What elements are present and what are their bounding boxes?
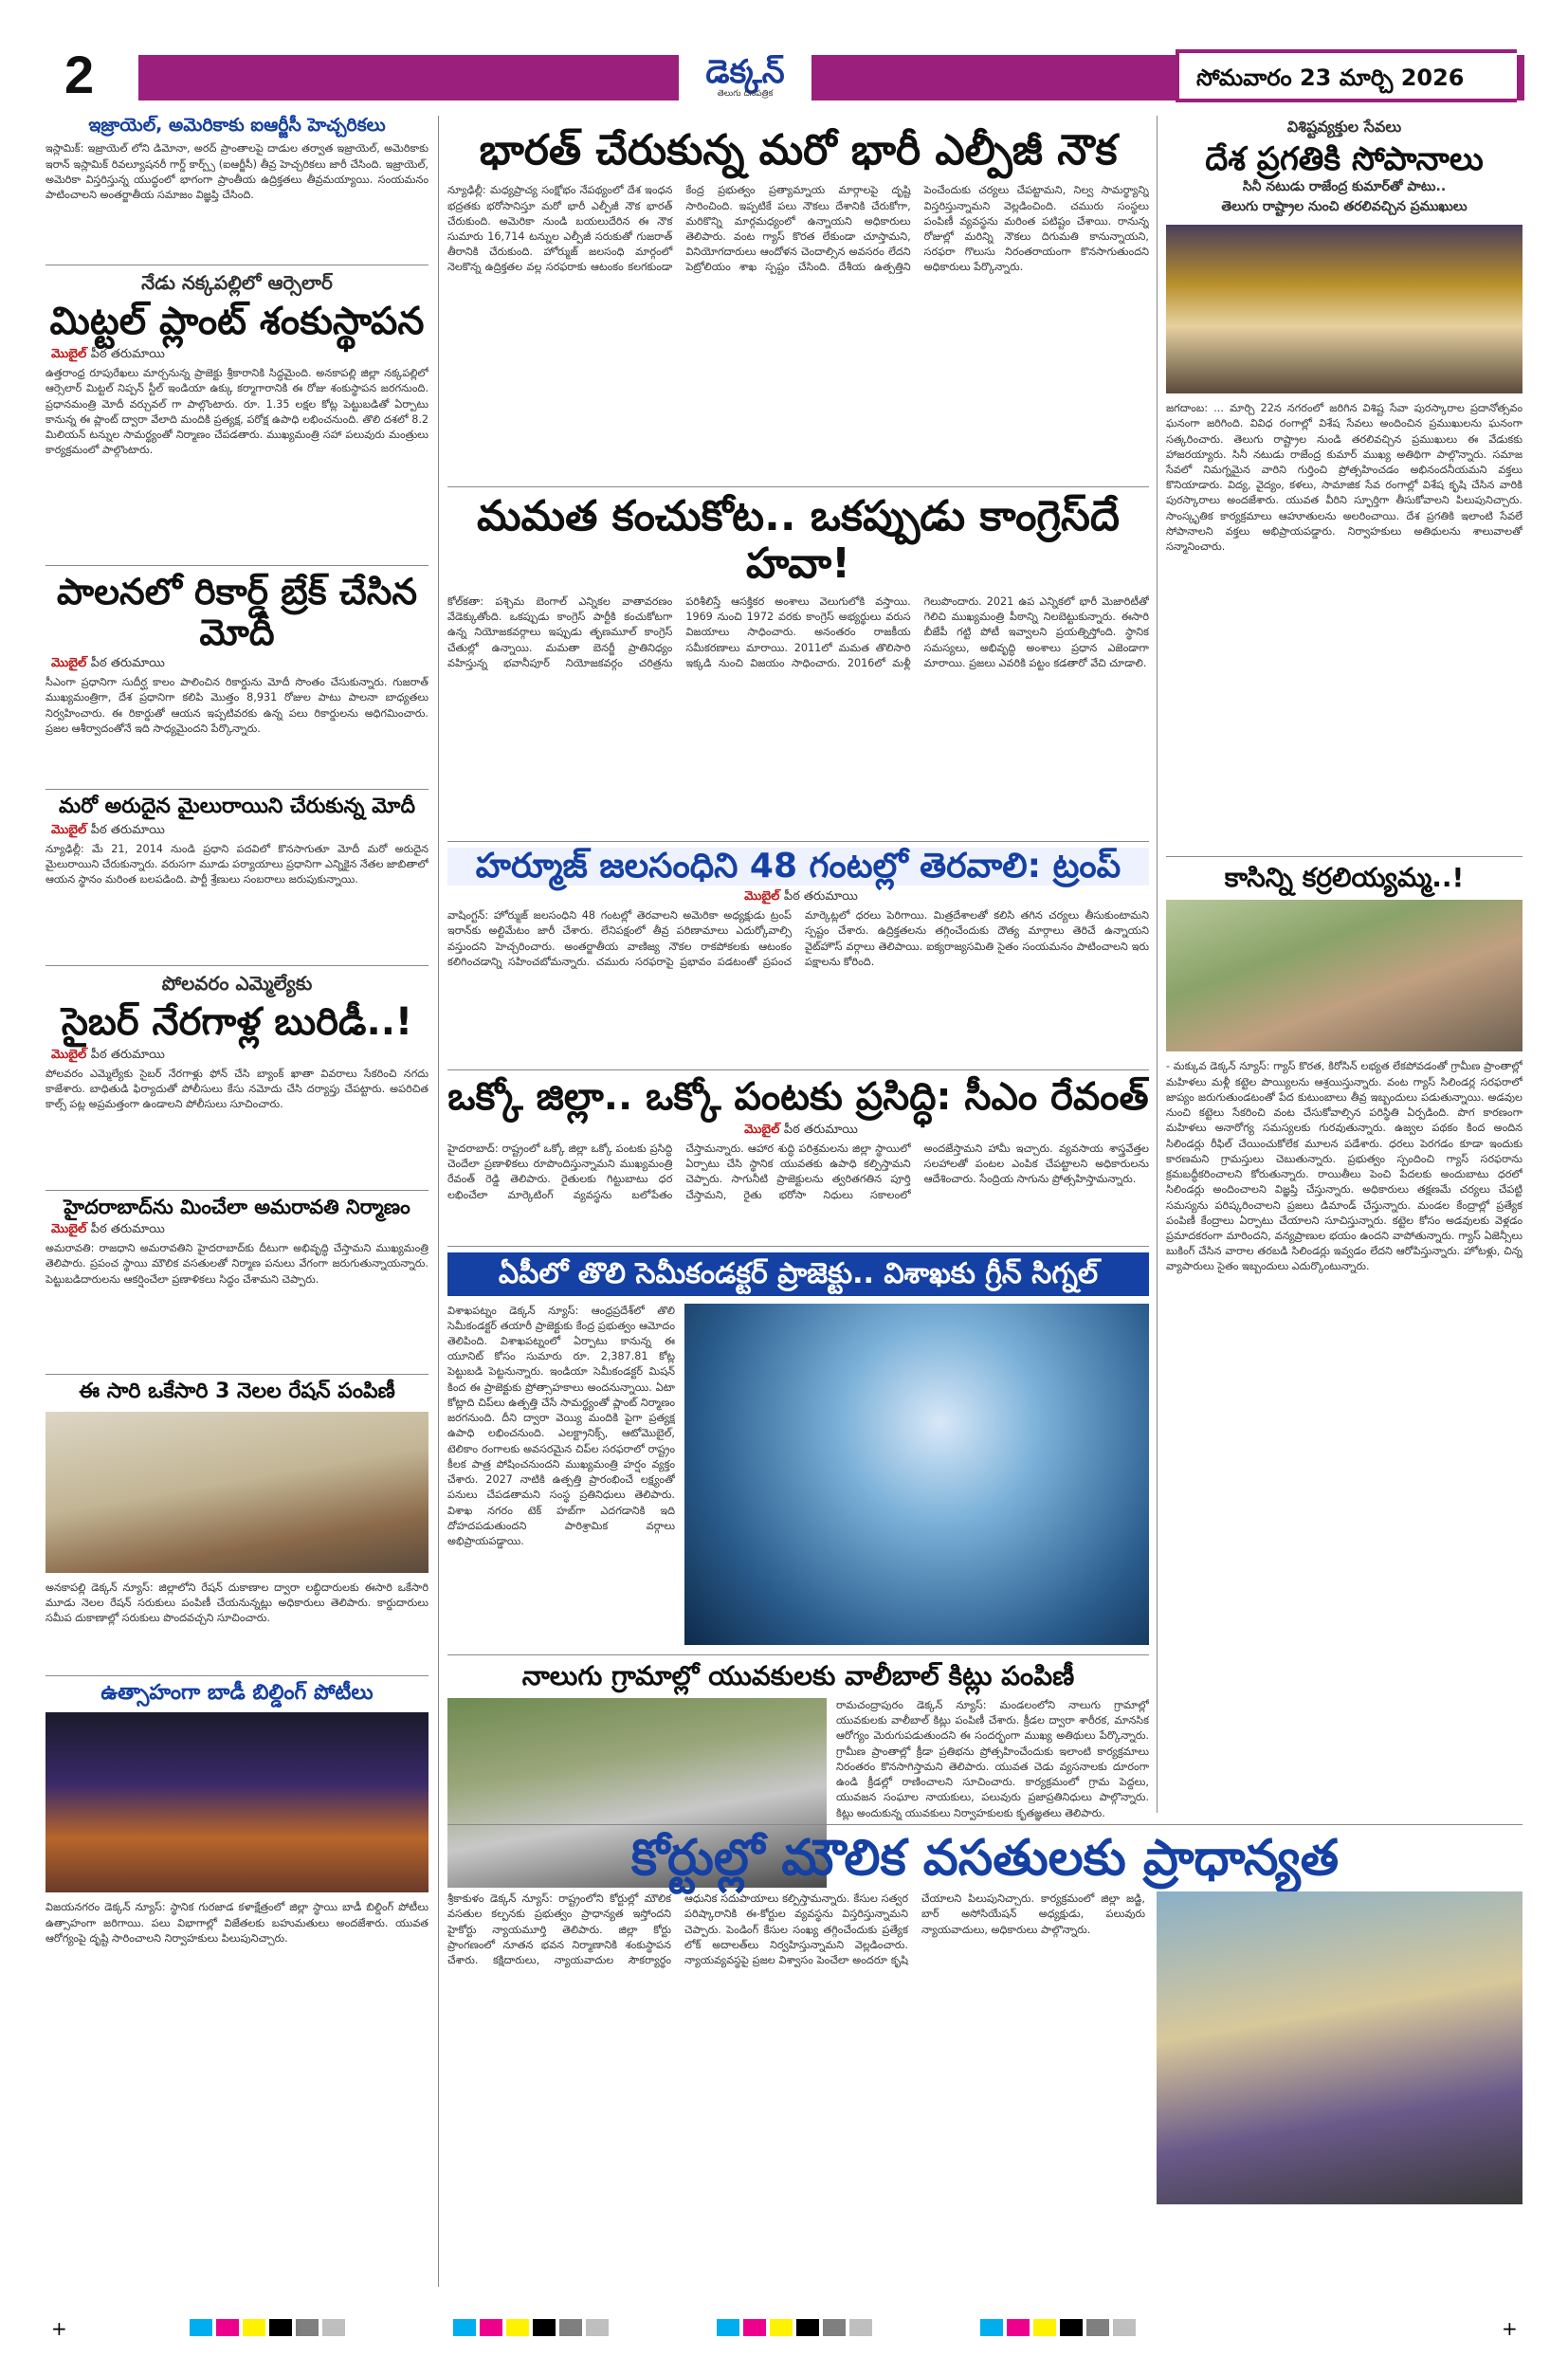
chip-photo bbox=[684, 1304, 1149, 1645]
courts-body-row bbox=[447, 1891, 1522, 2204]
divider bbox=[447, 1069, 1149, 1070]
color-swatch bbox=[1007, 2319, 1030, 2336]
color-swatch bbox=[770, 2319, 793, 2336]
story-mittal bbox=[46, 271, 428, 556]
bodybuilding-photo bbox=[46, 1712, 428, 1892]
story-body: విశాఖపట్నం డెక్కన్ న్యూస్: ఆంధ్రప్రదేశ్‌లో తొలి సెమీకండక్టర్ తయారీ ప్రాజెక్టుకు కేంద్ర ప్రభుత్వం ఆమోదం తెలిపింది. విశాఖపట్నంలో ఏర్పాటు కానున్న ఈ యూనిట్ కోసం సుమారు రూ. 2,387.81 కోట్ల పెట్టుబడి పెట్టనున్నారు. ఇండియా సెమీకండక్టర్ మిషన్ కింద ఈ ప్రాజెక్టుకు ప్రోత్సాహకాలు అందనున్నాయి. ఏటా కోట్లాది చిప్‌లు ఉత్పత్తి చేసే సామర్థ్యంతో ప్లాంట్ నిర్మాణం జరగనుంది. దీని ద్వారా వెయ్యి మందికి పైగా ప్రత్యక్ష ఉపాధి లభించనుంది. ఎలక్ట్రానిక్స్, ఆటోమొబైల్, టెలికాం రంగాలకు అవసరమైన చిప్‌ల సరఫరాలో రాష్ట్రం కీలక పాత్ర పోషించనుందని ముఖ్యమంత్రి హర్షం వ్యక్తం చేశారు. 2027 నాటికి ఉత్పత్తి ప్రారంభించే లక్ష్యంతో పనులు చేపడతామని సంస్థ ప్రతినిధులు తెలిపారు. విశాఖ నగరం టెక్ హబ్‌గా ఎదగడానికి ఇది దోహదపడుతుందని పారిశ్రామిక వర్గాలు అభిప్రాయపడ్డాయి. bbox=[447, 1304, 675, 1548]
color-swatch bbox=[743, 2319, 766, 2336]
byline-place: పీఠ తరుమాయి bbox=[90, 1222, 165, 1237]
story-body: ఇస్లామిక్: ఇజ్రాయెల్ లోని డిమోనా, అరద్ ప్రాంతాలపై దాడుల తర్వాత ఇజ్రాయెల్, అమెరికాకు ఇరాన్ ఇస్లామిక్ రివల్యూషనరీ గార్డ్ కార్ప్స్ (ఐఆర్జీసీ) తీవ్ర హెచ్చరికలు జారీ చేసింది. ఇజ్రాయెల్, అమెరికా విస్తరిస్తున్న యుద్ధంలో భాగంగా ప్రాంతీయ ఉద్రిక్తతలు తీవ్రమయ్యాయి. సంయమనం పాటించాలని అంతర్జాతీయ సమాజం విజ్ఞప్తి చేసింది. bbox=[46, 142, 428, 201]
byline bbox=[51, 656, 428, 673]
story-courts bbox=[447, 1818, 1522, 2204]
right-column bbox=[1166, 116, 1522, 1599]
headline: కోర్టుల్లో మౌలిక వసతులకు ప్రాధాన్యత bbox=[630, 1830, 1340, 1887]
byline bbox=[51, 347, 428, 364]
color-swatch bbox=[1086, 2319, 1109, 2336]
byline-place: పీఠ తరుమాయి bbox=[783, 889, 858, 904]
story-body: సీఎంగా ప్రధానిగా సుదీర్ఘ కాలం పాలించిన రికార్డును మోదీ సొంతం చేసుకున్నారు. గుజరాత్ ముఖ్యమంత్రిగా, దేశ ప్రధానిగా కలిపి మొత్తం 8,931 రోజుల పాటు పాలనా బాధ్యతలు నిర్వహించారు. ఈ రికార్డుతో ఆయన ఇప్పటివరకు ఉన్న పలు రికార్డులను అధిగమించారు. ప్రజల ఆశీర్వాదంతోనే ఇది సాధ్యమైందని పేర్కొన్నారు. bbox=[46, 676, 428, 735]
headline: హర్మూజ్ జలసంధిని 48 గంటల్లో తెరవాలి: ట్రంప్ bbox=[447, 848, 1149, 886]
color-swatch bbox=[322, 2319, 345, 2336]
byline-name: మొబైల్ bbox=[51, 1047, 87, 1062]
story-lpg bbox=[447, 127, 1149, 477]
divider bbox=[447, 841, 1149, 842]
semicon-body-row bbox=[447, 1304, 1149, 1645]
divider bbox=[447, 1246, 1149, 1247]
story-body: ఉత్తరాంధ్ర రూపురేఖలు మార్చనున్న ప్రాజెక్టు శ్రీకారానికి సిద్ధమైంది. అనకాపల్లి జిల్లా నక్కపల్లిలో ఆర్సెలార్ మిట్టల్ నిప్పన్ స్టీల్ ఇండియా ఉక్కు కర్మాగారానికి ఈ రోజు శంకుస్థాపన జరగనుంది. ప్రధానమంత్రి మోదీ వర్చువల్ గా పాల్గొంటారు. రూ. 1.35 లక్షల కోట్ల పెట్టుబడితో ఏర్పాటు కానున్న ఈ ప్లాంట్ ద్వారా వేలాది మందికి ప్రత్యక్ష, పరోక్ష ఉపాధి లభించనుంది. తొలి దశలో 8.2 మిలియన్ టన్నుల సామర్థ్యంతో నిర్మాణం చేపడతారు. ముఖ్యమంత్రి సహా పలువురు మంత్రులు కార్యక్రమంలో పాల్గొంటారు. bbox=[46, 367, 428, 457]
divider bbox=[46, 1675, 428, 1676]
byline-name: మొబైల్ bbox=[744, 889, 780, 904]
kicker: పోలవరం ఎమ్మెల్యేకు bbox=[161, 971, 313, 995]
byline-place: పీఠ తరుమాయి bbox=[90, 347, 165, 362]
headline: ఉత్సాహంగా బాడీ బిల్డింగ్ పోటీలు bbox=[100, 1680, 374, 1705]
color-swatch bbox=[216, 2319, 239, 2336]
color-swatch bbox=[823, 2319, 846, 2336]
story-body: వాషింగ్టన్: హోర్ముజ్ జలసంధిని 48 గంటల్లో తెరవాలని అమెరికా అధ్యక్షుడు ట్రంప్ ఇరాన్‌కు అల్టిమేటం జారీ చేశారు. లేనిపక్షంలో తీవ్ర పరిణామాలు ఎదుర్కోవాల్సి వస్తుందని హెచ్చరించారు. అంతర్జాతీయ వాణిజ్య నౌకల రాకపోకలకు ఆటంకం కలిగించడాన్ని సహించబోమన్నారు. చమురు సరఫరాపై ప్రభావం పడటంతో ప్రపంచ మార్కెట్లలో ధరలు పెరిగాయి. మిత్రదేశాలతో కలిసి తగిన చర్యలు తీసుకుంటామని స్పష్టం చేశారు. ఉద్రిక్తతలను తగ్గించేందుకు దౌత్య మార్గాలు తెరిచే ఉన్నాయని వైట్‌హౌస్ వర్గాలు తెలిపాయి. ఐక్యరాజ్యసమితి సైతం సంయమనం పాటించాలని ఇరు పక్షాలను కోరింది. bbox=[447, 909, 1149, 968]
headline: హైదరాబాద్‌ను మించేలా అమరావతి నిర్మాణం bbox=[64, 1195, 410, 1218]
color-swatch bbox=[533, 2319, 556, 2336]
color-swatch bbox=[269, 2319, 292, 2336]
story-modi-record bbox=[46, 572, 428, 779]
story-cyber bbox=[46, 972, 428, 1180]
story-body: హైదరాబాద్: రాష్ట్రంలో ఒక్కో జిల్లా ఒక్కో పంటకు ప్రసిద్ధి చెందేలా ప్రణాళికలు రూపొందిస్తున్నామని ముఖ్యమంత్రి రేవంత్ రెడ్డి తెలిపారు. రైతులకు గిట్టుబాటు ధర లభించేలా మార్కెటింగ్ వ్యవస్థను బలోపేతం చేస్తామన్నారు. ఆహార శుద్ధి పరిశ్రమలను జిల్లా స్థాయిలో ఏర్పాటు చేసి స్థానిక యువతకు ఉపాధి కల్పిస్తామని చెప్పారు. సాగునీటి ప్రాజెక్టులను త్వరితగతిన పూర్తి చేస్తామని, రైతు భరోసా నిధులు సకాలంలో అందజేస్తామని హామీ ఇచ్చారు. వ్యవసాయ శాస్త్రవేత్తల సలహాలతో పంటల ఎంపిక చేపట్టాలని అధికారులను ఆదేశించారు. సేంద్రియ సాగును ప్రోత్సహిస్తామన్నారు. bbox=[447, 1142, 1149, 1201]
story-body: జగదాంబ: ... మార్చి 22న నగరంలో జరిగిన విశిష్ట సేవా పురస్కారాల ప్రదానోత్సవం ఘనంగా జరిగింది. వివిధ రంగాల్లో విశేష సేవలు అందించిన ప్రముఖులను ఘనంగా సత్కరించారు. తెలుగు రాష్ట్రాల నుండి తరలివచ్చిన ప్రముఖులు ఈ వేడుకకు హాజరయ్యారు. సినీ నటుడు రాజేంద్ర కుమార్ ముఖ్య అతిథిగా పాల్గొన్నారు. సమాజ సేవలో నిమగ్నమైన వారిని గుర్తించి ప్రోత్సహించడం అభినందనీయమని వక్తలు కొనియాడారు. విద్య, వైద్యం, కళలు, సామాజిక సేవ రంగాల్లో విశేష కృషి చేసిన వారికి పురస్కారాలు అందజేశారు. యువత వీరిని స్ఫూర్తిగా తీసుకోవాలని పిలుపునిచ్చారు. సాంస్కృతిక కార్యక్రమాలు ఆహూతులను అలరించాయి. దేశ ప్రగతికి ఇలాంటి సేవలే సోపానాలని వక్తలు అభిప్రాయపడ్డారు. నిర్వాహకులు అతిథులను శాలువాలతో సన్మానించారు. bbox=[1166, 402, 1522, 554]
registration-strip bbox=[0, 2313, 1568, 2346]
masthead bbox=[64, 45, 1524, 104]
court-photo bbox=[1157, 1891, 1522, 2204]
logo bbox=[679, 55, 811, 110]
byline-place: పీఠ తరుమాయి bbox=[783, 1122, 858, 1137]
story-bodybuilding bbox=[46, 1682, 428, 2015]
divider bbox=[1166, 856, 1522, 857]
color-swatch bbox=[980, 2319, 1003, 2336]
story-body: రామచంద్రాపురం డెక్కన్ న్యూస్: మండలంలోని నాలుగు గ్రామాల్లో యువకులకు వాలీబాల్ కిట్లు పంపిణీ చేశారు. క్రీడల ద్వారా శారీరక, మానసిక ఆరోగ్యం మెరుగుపడుతుందని ఈ సందర్భంగా ముఖ్య అతిథులు పేర్కొన్నారు. గ్రామీణ ప్రాంతాల్లో క్రీడా ప్రతిభను ప్రోత్సహించేందుకు ఇలాంటి కార్యక్రమాలు నిరంతరం కొనసాగిస్తామని తెలిపారు. యువత చెడు వ్యసనాలకు దూరంగా ఉండి క్రీడల్లో రాణించాలని సూచించారు. కార్యక్రమంలో గ్రామ పెద్దలు, యువజన సంఘాల నాయకులు, పలువురు ప్రజాప్రతినిధులు పాల్గొన్నారు. కిట్లు అందుకున్న యువకులు నిర్వాహకులకు కృతజ్ఞతలు తెలిపారు. bbox=[836, 1698, 1149, 1819]
story-modi-milestone bbox=[46, 795, 428, 956]
byline-place: పీఠ తరుమాయి bbox=[90, 656, 165, 671]
color-swatch bbox=[586, 2319, 609, 2336]
page-number: 2 bbox=[64, 45, 95, 104]
color-swatch bbox=[1033, 2319, 1056, 2336]
kicker: నేడు నక్కపల్లిలో ఆర్సెలార్ bbox=[141, 271, 333, 295]
color-swatch bbox=[849, 2319, 872, 2336]
byline-name: మొబైల్ bbox=[51, 1222, 87, 1237]
column-divider bbox=[438, 116, 439, 2287]
kicker: విశిష్టవ్యక్తుల సేవలు bbox=[1286, 118, 1402, 136]
headline: మమత కంచుకోట.. ఒకప్పుడు కాంగ్రెస్‌దే హవా! bbox=[476, 492, 1120, 588]
divider bbox=[46, 789, 428, 790]
divider bbox=[447, 486, 1149, 487]
byline-name: మొబైల్ bbox=[51, 822, 87, 837]
color-swatch bbox=[243, 2319, 265, 2336]
column-divider bbox=[1157, 116, 1158, 1813]
story-body: న్యూఢిల్లీ: మే 21, 2014 నుండి ప్రధాని పదవిలో కొనసాగుతూ మోదీ మరో అరుదైన మైలురాయిని చేరుకున్నారు. వరుసగా మూడు పర్యాయాలు ప్రధానిగా ఎన్నికైన నేతల జాబితాలో ఆయన స్థానం మరింత బలపడింది. పార్టీ శ్రేణులు సంబరాలు జరుపుకున్నాయి. bbox=[46, 842, 428, 886]
color-swatch bbox=[190, 2319, 212, 2336]
center-column bbox=[447, 116, 1149, 1897]
divider bbox=[46, 1374, 428, 1375]
byline bbox=[51, 823, 428, 840]
story-body: శ్రీకాకుళం డెక్కన్ న్యూస్: రాష్ట్రంలోని కోర్టుల్లో మౌలిక వసతుల కల్పనకు ప్రభుత్వం ప్రాధాన్యత ఇస్తోందని హైకోర్టు న్యాయమూర్తి తెలిపారు. జిల్లా కోర్టు ప్రాంగణంలో నూతన భవన నిర్మాణానికి శంకుస్థాపన చేశారు. కక్షిదారులు, న్యాయవాదుల సౌకర్యార్థం ఆధునిక సదుపాయాలు కల్పిస్తామన్నారు. కేసుల సత్వర పరిష్కారానికి ఈ-కోర్టుల వ్యవస్థను విస్తరిస్తున్నామని చెప్పారు. పెండింగ్ కేసుల సంఖ్య తగ్గించేందుకు ప్రత్యేక లోక్ అదాలత్‌లు నిర్వహిస్తున్నామని వెల్లడించారు. న్యాయవ్యవస్థపై ప్రజల విశ్వాసం పెంచేలా అందరూ కృషి చేయాలని పిలుపునిచ్చారు. కార్యక్రమంలో జిల్లా జడ్జి, బార్ అసోసియేషన్ అధ్యక్షుడు, పలువురు న్యాయవాదులు, అధికారులు పాల్గొన్నారు. bbox=[447, 1892, 1145, 1967]
headline: ఇజ్రాయెల్, అమెరికాకు ఐఆర్జీసీ హెచ్చరికలు bbox=[88, 115, 386, 136]
story-awards bbox=[1166, 118, 1522, 847]
byline bbox=[51, 1048, 428, 1065]
story-revanth bbox=[447, 1076, 1149, 1236]
crosshair-icon: + bbox=[51, 2317, 67, 2340]
color-swatch bbox=[506, 2319, 529, 2336]
divider bbox=[46, 565, 428, 566]
story-body: న్యూఢిల్లీ: మధ్యప్రాచ్య సంక్షోభం నేపథ్యంలో దేశ ఇంధన భద్రతకు భరోసానిస్తూ మరో భారీ ఎల్పీజీ నౌక భారత్ చేరుకుంది. అమెరికా నుండి బయలుదేరిన ఈ నౌక సుమారు 16,714 టన్నుల ఎల్పీజీ సరుకుతో గుజరాత్ తీరానికి చేరుకుంది. హోర్ముజ్ జలసంధి మార్గంలో నెలకొన్న ఉద్రిక్తతల వల్ల సరఫరాకు ఆటంకం కలగకుండా కేంద్ర ప్రభుత్వం ప్రత్యామ్నాయ మార్గాలపై దృష్టి సారించింది. ఇప్పటికే పలు నౌకలు దేశానికి చేరుకోగా, మరికొన్ని మార్గమధ్యంలో ఉన్నాయని అధికారులు తెలిపారు. వంట గ్యాస్ కొరత లేకుండా చూస్తామని, వినియోగదారులు ఆందోళన చెందాల్సిన అవసరం లేదని పెట్రోలియం శాఖ స్పష్టం చేసింది. దేశీయ ఉత్పత్తిని పెంచేందుకు చర్యలు చేపట్టామని, నిల్వ సామర్థ్యాన్ని విస్తరిస్తున్నామని వెల్లడించింది. చమురు సంస్థలు పంపిణీ వ్యవస్థను మరింత పటిష్టం చేశాయి. రానున్న రోజుల్లో మరిన్ని నౌకలు దిగుమతి కానున్నాయని, సరఫరా గొలుసు నిరంతరాయంగా కొనసాగుతుందని అధికారులు పేర్కొన్నారు. bbox=[447, 184, 1149, 274]
story-body: విజయనగరం డెక్కన్ న్యూస్: స్థానిక గురజాడ కళాక్షేత్రంలో జిల్లా స్థాయి బాడీ బిల్డింగ్ పోటీలు ఉత్సాహంగా జరిగాయి. పలు విభాగాల్లో విజేతలకు బహుమతులు అందజేశారు. యువత ఆరోగ్యంపై దృష్టి సారించాలని నిర్వాహకులు పిలుపునిచ్చారు. bbox=[46, 1901, 428, 1945]
color-swatch bbox=[480, 2319, 502, 2336]
byline bbox=[453, 1123, 1149, 1140]
headline: ఈ సారి ఒకేసారి 3 నెలల రేషన్ పంపిణీ bbox=[79, 1379, 395, 1404]
headline: ఏపీలో తొలి సెమీకండక్టర్ ప్రాజెక్టు.. విశాఖకు గ్రీన్ సిగ్నల్ bbox=[447, 1252, 1149, 1296]
byline-name: మొబైల్ bbox=[744, 1122, 780, 1137]
logo-tagline: తెలుగు దినపత్రిక bbox=[717, 89, 774, 99]
story-cooking bbox=[1166, 863, 1522, 1590]
story-body: - మక్కువ డెక్కన్ న్యూస్: గ్యాస్ కొరత, కిరోసిన్ లభ్యత లేకపోవడంతో గ్రామీణ ప్రాంతాల్లో మహిళలు మళ్లీ కట్టెల పొయ్యిలను ఆశ్రయిస్తున్నారు. వంట గ్యాస్ సిలిండర్ల సరఫరాలో జాప్యం జరుగుతుండటంతో పేద కుటుంబాలు తీవ్ర ఇబ్బందులు పడుతున్నాయి. అడవుల నుంచి కట్టెలు సేకరించి వంట చేసుకోవాల్సిన పరిస్థితి ఏర్పడింది. పొగ కారణంగా మహిళలు అనారోగ్య సమస్యలకు గురవుతున్నారు. ఉజ్వల పథకం కింద అందిన సిలిండర్లు రీఫిల్ చేయించుకోలేక మూలన పడేశారు. ధరలు పెరగడం కూడా ఇందుకు కారణమని గ్రామస్తులు చెబుతున్నారు. ప్రభుత్వం స్పందించి గ్యాస్ సరఫరాను క్రమబద్ధీకరించాలని కోరుతున్నారు. రాయితీలు పెంచి పేదలకు అందుబాటు ధరలో సిలిండర్లు అందించాలని విజ్ఞప్తి చేస్తున్నారు. అధికారులు తక్షణమే చర్యలు చేపట్టి సమస్యను పరిష్కరించాలని ప్రజలు డిమాండ్ చేస్తున్నారు. మండల కేంద్రాల్లో ప్రత్యేక పంపిణీ కేంద్రాలు ఏర్పాటు చేయాలని సూచిస్తున్నారు. కట్టెల కోసం అడవులకు వెళ్లడం ప్రమాదకరంగా మారిందని, వన్యప్రాణుల భయం ఉందని వాపోతున్నారు. గ్యాస్ ఏజెన్సీలు బుకింగ్ చేసిన వారాల తరబడి సిలిండర్లు ఇవ్వడం లేదని ఆరోపిస్తున్నారు. హోటళ్లు, చిన్న వ్యాపారులు సైతం ఇబ్బందులు ఎదుర్కొంటున్నారు. bbox=[1166, 1060, 1522, 1273]
headline: కాసిన్ని కర్రలియ్యమ్మ..! bbox=[1224, 862, 1465, 894]
byline-name: మొబైల్ bbox=[51, 656, 87, 671]
divider bbox=[447, 1654, 1149, 1655]
story-bengal bbox=[447, 493, 1149, 831]
headline: ఒక్కో జిల్లా.. ఒక్కో పంటకు ప్రసిద్ధి: సీఎం రేవంత్ bbox=[447, 1075, 1149, 1120]
awards-photo bbox=[1166, 225, 1522, 393]
left-column bbox=[46, 116, 428, 2023]
story-trump bbox=[447, 848, 1149, 1060]
headline: మరో అరుదైన మైలురాయిని చేరుకున్న మోదీ bbox=[59, 795, 415, 819]
crosshair-icon: + bbox=[1502, 2317, 1518, 2340]
story-amaravati bbox=[46, 1197, 428, 1365]
story-body: అమరావతి: రాజధాని అమరావతిని హైదరాబాద్‌కు దీటుగా అభివృద్ధి చేస్తామని ముఖ్యమంత్రి తెలిపారు. ప్రపంచ స్థాయి మౌలిక వసతులతో నిర్మాణ పనులు వేగంగా జరుగుతున్నాయన్నారు. పెట్టుబడిదారులను ఆకర్షించేలా ప్రణాళికలు సిద్ధం చేశామని చెప్పారు. bbox=[46, 1242, 428, 1286]
logo-text: డెక్కన్ bbox=[705, 53, 785, 91]
byline-name: మొబైల్ bbox=[51, 347, 87, 362]
color-swatch bbox=[559, 2319, 582, 2336]
story-body: అనకాపల్లి డెక్కన్ న్యూస్: జిల్లాలోని రేషన్ దుకాణాల ద్వారా లబ్ధిదారులకు ఈసారి ఒకేసారి మూడు నెలల రేషన్ సరుకులు పంపిణీ చేయనున్నట్లు అధికారులు తెలిపారు. కార్డుదారులు సమీప దుకాణాల్లో సరుకులు పొందవచ్చని సూచించారు. bbox=[46, 1580, 428, 1625]
color-swatch bbox=[453, 2319, 476, 2336]
story-body: కోల్‌కతా: పశ్చిమ బెంగాల్ ఎన్నికల వాతావరణం వేడెక్కుతోంది. ఒకప్పుడు కాంగ్రెస్ పార్టీకి కంచుకోటగా ఉన్న నియోజకవర్గాలు ఇప్పుడు తృణమూల్ కాంగ్రెస్ చేతుల్లో ఉన్నాయి. మమతా బెనర్జీ ప్రాతినిధ్యం వహిస్తున్న భవానీపూర్ నియోజకవర్గం చరిత్రను పరిశీలిస్తే ఆసక్తికర అంశాలు వెలుగులోకి వస్తాయి. 1969 నుంచి 1972 వరకు కాంగ్రెస్ అభ్యర్థులు వరుస విజయాలు సాధించారు. అనంతరం రాజకీయ సమీకరణాలు మారాయి. 2011లో మమత తొలిసారి ఇక్కడి నుంచి విజయం సాధించారు. 2016లో మళ్లీ గెలుపొందారు. 2021 ఉప ఎన్నికలో భారీ మెజారిటీతో గెలిచి ముఖ్యమంత్రి పీఠాన్ని నిలబెట్టుకున్నారు. ఈసారి బీజేపీ గట్టి పోటీ ఇవ్వాలని ప్రయత్నిస్తోంది. స్థానిక సమస్యలు, అభివృద్ధి అంశాలు ప్రధాన ఎజెండాగా మారాయి. ప్రజలు ఎవరికి పట్టం కడతారో వేచి చూడాలి. bbox=[447, 594, 1149, 669]
byline bbox=[453, 889, 1149, 906]
byline-place: పీఠ తరుమాయి bbox=[90, 1047, 165, 1062]
headline: సైబర్ నేరగాళ్ల బురిడీ..! bbox=[61, 999, 413, 1044]
color-swatch bbox=[1060, 2319, 1083, 2336]
edition-date: సోమవారం 23 మార్చి 2026 bbox=[1176, 49, 1517, 102]
story-irgc bbox=[46, 116, 428, 255]
headline: భారత్ చేరుకున్న మరో భారీ ఎల్పీజీ నౌక bbox=[479, 126, 1118, 174]
headline: మిట్టల్ ప్లాంట్ శంకుస్థాపన bbox=[49, 300, 425, 344]
story-semicon bbox=[447, 1252, 1149, 1645]
color-swatch bbox=[796, 2319, 819, 2336]
headline: నాలుగు గ్రామాల్లో యువకులకు వాలీబాల్ కిట్లు పంపిణీ bbox=[521, 1659, 1075, 1691]
byline bbox=[51, 1222, 428, 1239]
divider bbox=[46, 1190, 428, 1191]
divider bbox=[46, 965, 428, 966]
stove-photo bbox=[1166, 900, 1522, 1051]
color-swatch bbox=[1113, 2319, 1136, 2336]
color-swatch bbox=[717, 2319, 739, 2336]
story-body: పోలవరం ఎమ్మెల్యేకు సైబర్ నేరగాళ్లు ఫోన్ చేసి బ్యాంక్ ఖాతా వివరాలు సేకరించి నగదు కాజేశారు. బాధితుడి ఫిర్యాదుతో పోలీసులు కేసు నమోదు చేసి దర్యాప్తు చేపట్టారు. అపరిచిత కాల్స్ పట్ల అప్రమత్తంగా ఉండాలని పోలీసులు సూచించారు. bbox=[46, 1067, 428, 1111]
subhead: తెలుగు రాష్ట్రాల నుంచి తరలివచ్చిన ప్రముఖులు bbox=[1221, 199, 1468, 215]
color-swatch bbox=[296, 2319, 319, 2336]
subhead: సినీ నటుడు రాజేంద్ర కుమార్‌తో పాటు.. bbox=[1242, 179, 1447, 195]
byline-place: పీఠ తరుమాయి bbox=[90, 822, 165, 837]
headline: పాలనలో రికార్డ్ బ్రేక్ చేసిన మోదీ bbox=[56, 571, 418, 653]
headline: దేశ ప్రగతికి సోపానాలు bbox=[1205, 140, 1484, 178]
story-ration bbox=[46, 1380, 428, 1666]
divider bbox=[447, 1824, 1522, 1825]
ration-photo bbox=[46, 1412, 428, 1573]
